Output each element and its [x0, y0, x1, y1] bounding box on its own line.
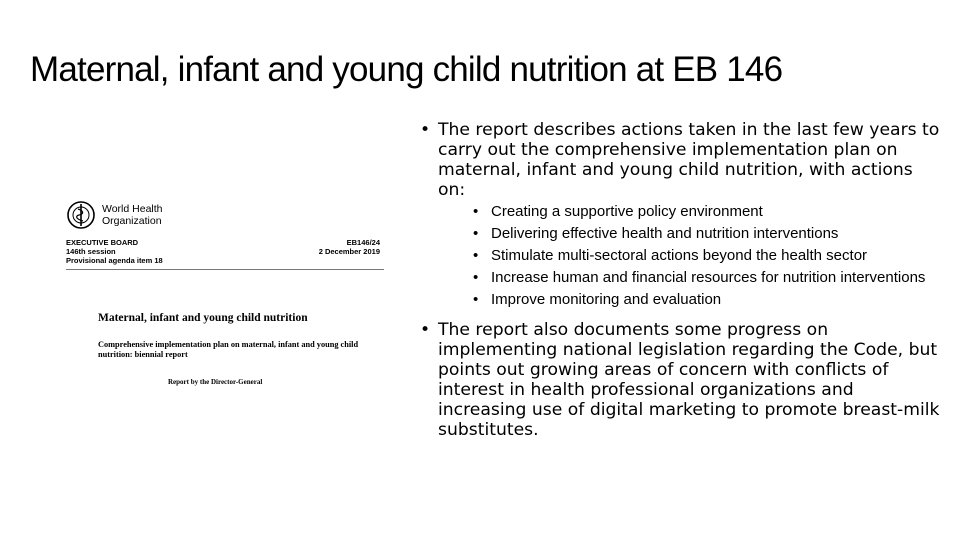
sub-bullet-text: Stimulate multi-sectoral actions beyond the health sector — [491, 247, 868, 264]
sub-bullet-text: Creating a supportive policy environment — [491, 203, 763, 220]
bullet-list — [420, 120, 940, 440]
divider — [66, 269, 384, 270]
meta-right — [319, 238, 380, 256]
slide-title: Maternal, infant and young child nutrition at EB 146 — [30, 50, 783, 89]
bullet-item — [420, 320, 940, 440]
meta-board: EXECUTIVE BOARD — [66, 238, 139, 247]
document-subtitle: Comprehensive implementation plan on maternal, infant and young child nutrition: biennial report — [98, 340, 359, 359]
sub-bullet-text: Improve monitoring and evaluation — [491, 291, 722, 308]
org-name: World Health Organization — [102, 203, 163, 227]
meta-docnum: EB146/24 — [346, 238, 380, 247]
meta-left — [66, 238, 163, 265]
bullet-item — [420, 120, 940, 308]
sub-bullet-item: • Stimulate multi-sectoral actions beyond the health sector — [473, 247, 868, 264]
meta-session: 146th session — [66, 247, 116, 256]
who-emblem-icon — [66, 200, 96, 230]
sub-bullet-item: • Increase human and financial resources for nutrition interventions — [473, 269, 926, 286]
sub-bullet-item: • Creating a supportive policy environment — [473, 203, 763, 220]
bullet-text: The report also documents some progress on implementing national legislation regarding the Code, but points out growing areas of concern with conflicts of interest in health professional organizations and increasing use of digital marketing to promote breast-milk substitutes. — [438, 320, 940, 440]
document-title: Maternal, infant and young child nutrition — [98, 312, 308, 324]
bullet-dot: • — [420, 120, 431, 140]
bullet-dot: • — [420, 320, 431, 340]
sub-bullet-text: Delivering effective health and nutrition interventions — [491, 225, 839, 242]
sub-bullet-item: • Improve monitoring and evaluation — [473, 291, 722, 308]
document-byline: Report by the Director-General — [168, 378, 263, 386]
report-cover-image — [60, 196, 392, 396]
sub-bullet-item: • Delivering effective health and nutrition interventions — [473, 225, 839, 242]
bullet-content — [420, 120, 940, 440]
bullet-text: The report describes actions taken in the last few years to carry out the comprehensive implementation plan on maternal, infant and young child nutrition, with actions on: — [438, 120, 940, 200]
meta-date: 2 December 2019 — [318, 247, 380, 256]
sub-bullet-list — [473, 204, 940, 308]
sub-bullet-text: Increase human and financial resources for nutrition interventions — [491, 269, 926, 286]
meta-agenda: Provisional agenda item 18 — [66, 256, 163, 265]
who-header — [66, 200, 182, 230]
